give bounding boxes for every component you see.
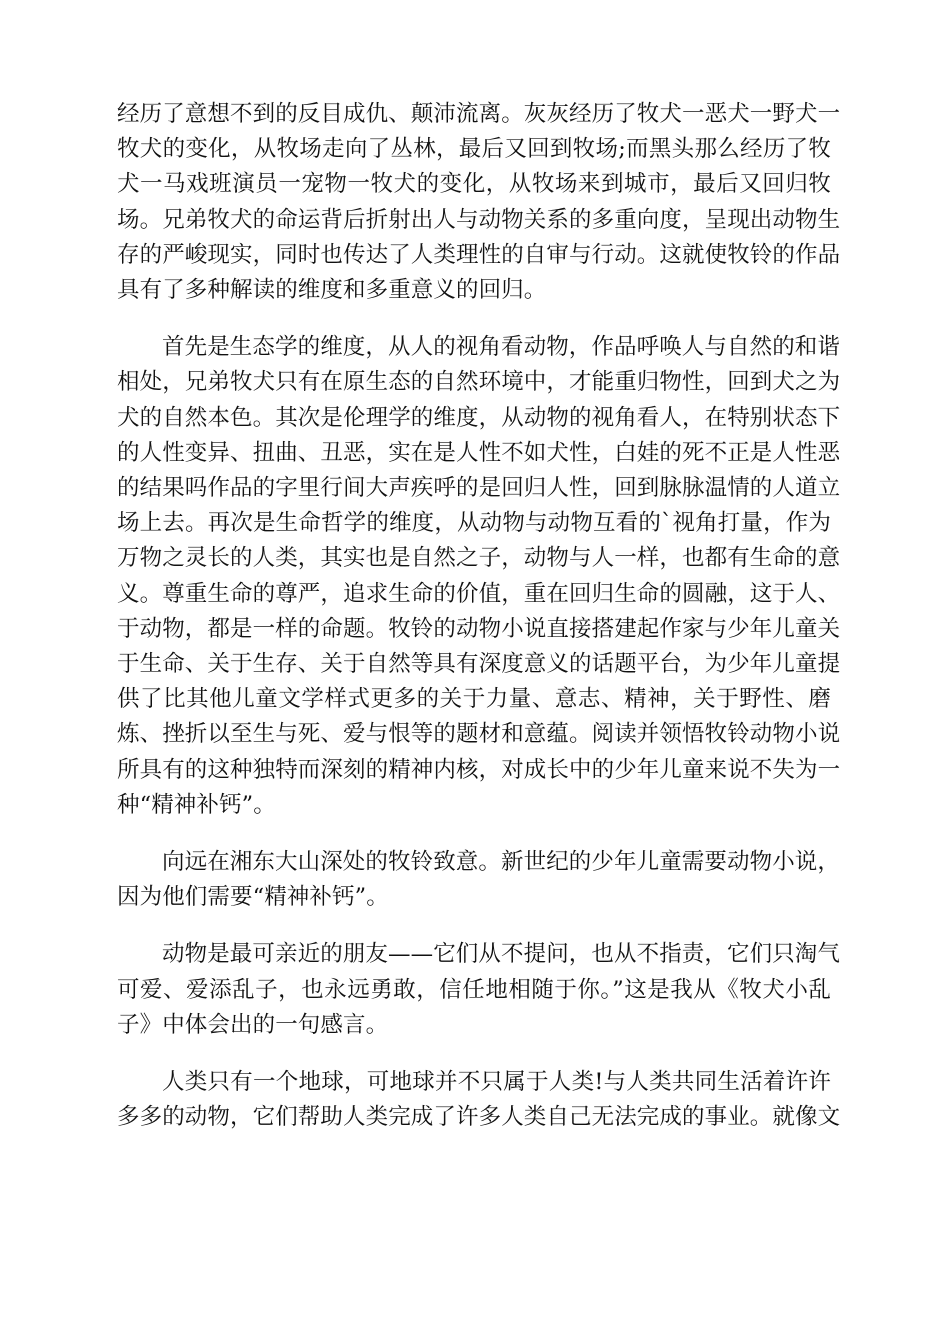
text-line: 种“精神补钙”。 bbox=[117, 791, 276, 818]
text-line: 存的严峻现实，同时也传达了人类理性的自审与行动。这就使牧铃的作品 bbox=[117, 241, 841, 268]
paragraph-3 bbox=[117, 845, 841, 915]
text-line: 炼、挫折以至生与死、爱与恨等的题材和意蕴。阅读并领悟牧铃动物小说 bbox=[117, 721, 841, 748]
text-line: 万物之灵长的人类，其实也是自然之子，动物与人一样，也都有生命的意 bbox=[117, 545, 841, 572]
text-line: 场上去。再次是生命哲学的维度，从动物与动物互看的`视角打量，作为 bbox=[117, 510, 831, 537]
text-line: 经历了意想不到的反目成仇、颠沛流离。灰灰经历了牧犬一恶犬一野犬一 bbox=[117, 101, 841, 127]
paragraph-5 bbox=[117, 1065, 841, 1135]
document-body bbox=[117, 97, 841, 1157]
text-line: 人类只有一个地球，可地球并不只属于人类!与人类共同生活着许许 bbox=[162, 1069, 831, 1096]
text-line: 向远在湘东大山深处的牧铃致意。新世纪的少年儿童需要动物小说， bbox=[162, 849, 841, 876]
text-line: 多多的动物，它们帮助人类完成了许多人类自己无法完成的事业。就像文 bbox=[117, 1104, 841, 1131]
paragraph-2 bbox=[117, 330, 841, 823]
text-line: 牧犬的变化，从牧场走向了丛林，最后又回到牧场;而黑头那么经历了牧 bbox=[117, 136, 831, 163]
text-line: 犬一马戏班演员一宠物一牧犬的变化，从牧场来到城市，最后又回归牧 bbox=[117, 171, 831, 198]
text-line: 场。兄弟牧犬的命运背后折射出人与动物关系的多重向度，呈现出动物生 bbox=[117, 206, 841, 233]
text-line: 于动物，都是一样的命题。牧铃的动物小说直接搭建起作家与少年儿童关 bbox=[117, 615, 841, 642]
paragraph-1 bbox=[117, 97, 841, 308]
text-line: 犬的自然本色。其次是伦理学的维度，从动物的视角看人，在特别状态下 bbox=[117, 404, 841, 431]
paragraph-4 bbox=[117, 937, 841, 1043]
text-line: 可爱、爱添乱子，也永远勇敢，信任地相随于你。”这是我从《牧犬小乱 bbox=[117, 976, 831, 1003]
text-line: 所具有的这种独特而深刻的精神内核，对成长中的少年儿童来说不失为一 bbox=[117, 756, 841, 783]
text-line: 义。尊重生命的尊严，追求生命的价值，重在回归生命的圆融，这于人、 bbox=[117, 580, 841, 607]
text-line: 于生命、关于生存、关于自然等具有深度意义的话题平台，为少年儿童提 bbox=[117, 651, 841, 678]
text-line: 子》中体会出的一句感言。 bbox=[117, 1011, 389, 1038]
text-line: 供了比其他儿童文学样式更多的关于力量、意志、精神，关于野性、磨 bbox=[117, 686, 831, 713]
text-line: 动物是最可亲近的朋友——它们从不提问，也从不指责，它们只淘气 bbox=[162, 941, 841, 968]
text-line: 的人性变异、扭曲、丑恶，实在是人性不如犬性，白娃的死不正是人性恶 bbox=[117, 439, 841, 466]
text-line: 首先是生态学的维度，从人的视角看动物，作品呼唤人与自然的和谐 bbox=[162, 334, 841, 361]
text-line: 因为他们需要“精神补钙”。 bbox=[117, 884, 389, 911]
text-line: 的结果吗作品的字里行间大声疾呼的是回归人性，回到脉脉温情的人道立 bbox=[117, 475, 841, 502]
text-line: 相处，兄弟牧犬只有在原生态的自然环境中，才能重归物性，回到犬之为 bbox=[117, 369, 841, 396]
text-line: 具有了多种解读的维度和多重意义的回归。 bbox=[117, 277, 547, 304]
